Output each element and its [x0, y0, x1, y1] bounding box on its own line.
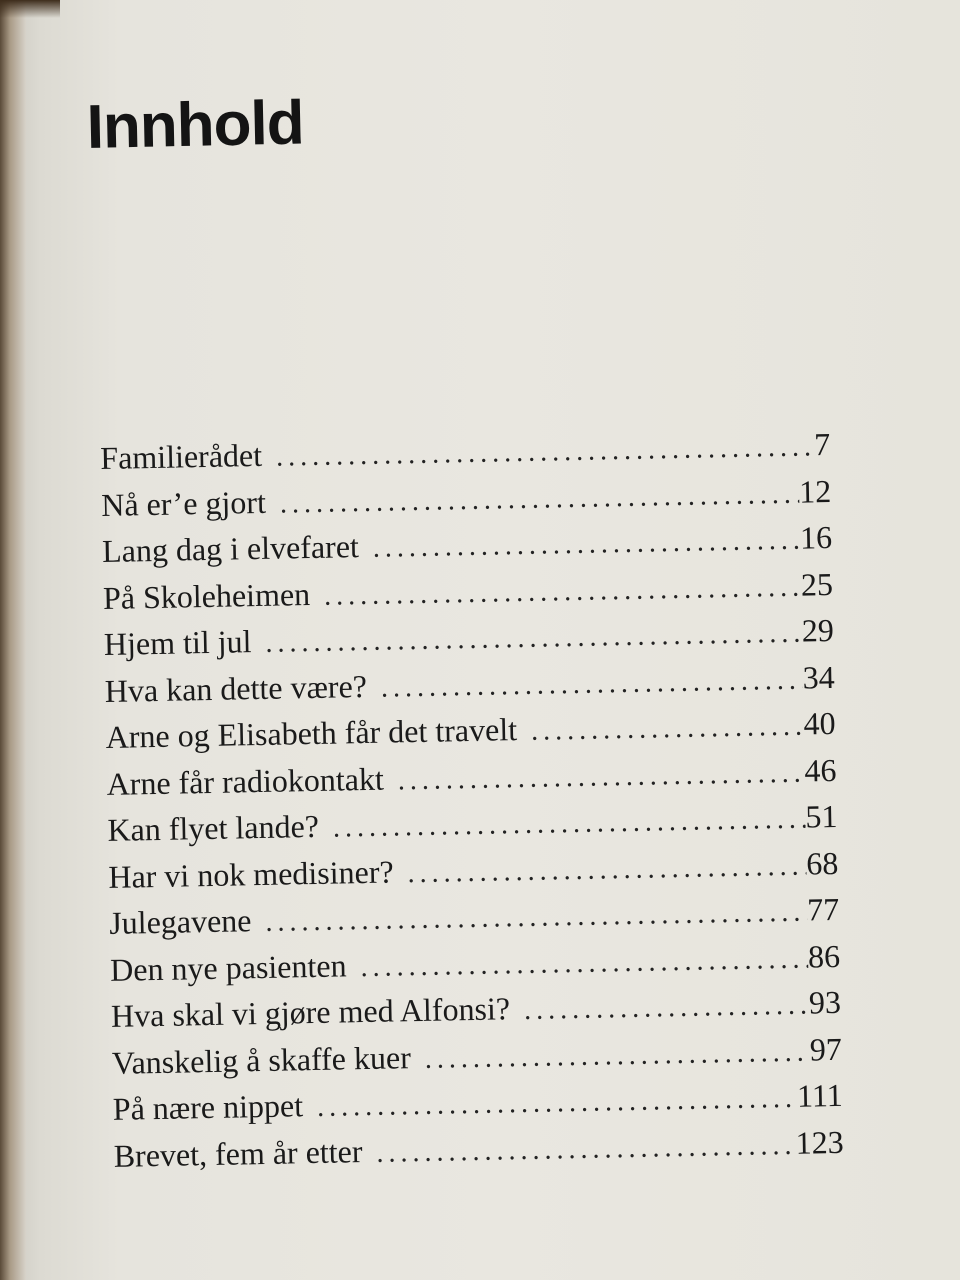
toc-entry-page: 29 — [801, 611, 835, 649]
toc-entry-title: Julegavene — [108, 902, 252, 941]
book-spine-shadow — [0, 0, 26, 1280]
dot-leader — [531, 711, 804, 748]
toc-entry-title: Lang dag i elvefaret — [101, 528, 360, 569]
toc-entry-page: 46 — [804, 751, 837, 789]
toc-entry-title: Hva kan dette være? — [104, 667, 368, 709]
dot-leader — [425, 1036, 811, 1075]
toc-entry-page: 34 — [802, 658, 836, 696]
toc-entry-page: 12 — [798, 472, 832, 510]
toc-entry-page: 93 — [808, 983, 842, 1021]
dot-leader — [265, 618, 802, 660]
toc-entry-page: 25 — [800, 565, 834, 603]
toc-entry-page: 16 — [799, 518, 833, 556]
toc-entry-page: 111 — [796, 1076, 844, 1114]
toc-entry-page: 77 — [806, 890, 840, 928]
toc-entry-title: Har vi nok medisiner? — [108, 852, 394, 895]
toc-entry-title: Kan flyet lande? — [107, 807, 320, 848]
dot-leader — [524, 989, 810, 1026]
toc-entry-page: 97 — [809, 1030, 843, 1067]
dot-leader — [333, 804, 806, 845]
toc-entry-title: Familierådet — [100, 436, 263, 476]
dot-leader — [360, 943, 808, 984]
toc-entry-page: 86 — [807, 937, 841, 974]
toc-entry-title: Vanskelig å skaffe kuer — [111, 1038, 412, 1081]
dot-leader — [398, 757, 805, 797]
dot-leader — [373, 525, 801, 565]
toc-entry-title: På nære nippet — [112, 1087, 304, 1127]
table-of-contents — [100, 426, 844, 1184]
dot-leader — [407, 850, 806, 890]
toc-entry-title: Arne og Elisabeth får det travelt — [105, 711, 518, 755]
dot-leader — [324, 571, 801, 612]
toc-entry-title: Hjem til jul — [103, 623, 252, 662]
page-title: Innhold — [86, 88, 305, 162]
dot-leader — [381, 664, 803, 704]
toc-entry-page: 68 — [805, 844, 839, 882]
dot-leader — [280, 478, 800, 520]
dot-leader — [276, 431, 815, 473]
toc-entry-page: 51 — [805, 797, 838, 835]
toc-entry-title: Hva skal vi gjøre med Alfonsi? — [110, 990, 511, 1034]
toc-entry-page: 7 — [813, 425, 831, 463]
toc-entry-title: Den nye pasienten — [109, 946, 347, 988]
toc-entry-title: Arne får radiokontakt — [106, 760, 385, 802]
dot-leader — [317, 1083, 798, 1124]
cover-edge — [0, 0, 60, 18]
toc-entry-title: Brevet, fem år etter — [113, 1132, 363, 1174]
toc-entry-page: 40 — [803, 704, 836, 742]
dot-leader — [265, 897, 807, 939]
toc-entry-title: På Skoleheimen — [102, 575, 311, 616]
toc-entry-page: 123 — [795, 1123, 844, 1161]
toc-entry-title: Nå er’e gjort — [100, 483, 267, 523]
dot-leader — [376, 1129, 796, 1169]
